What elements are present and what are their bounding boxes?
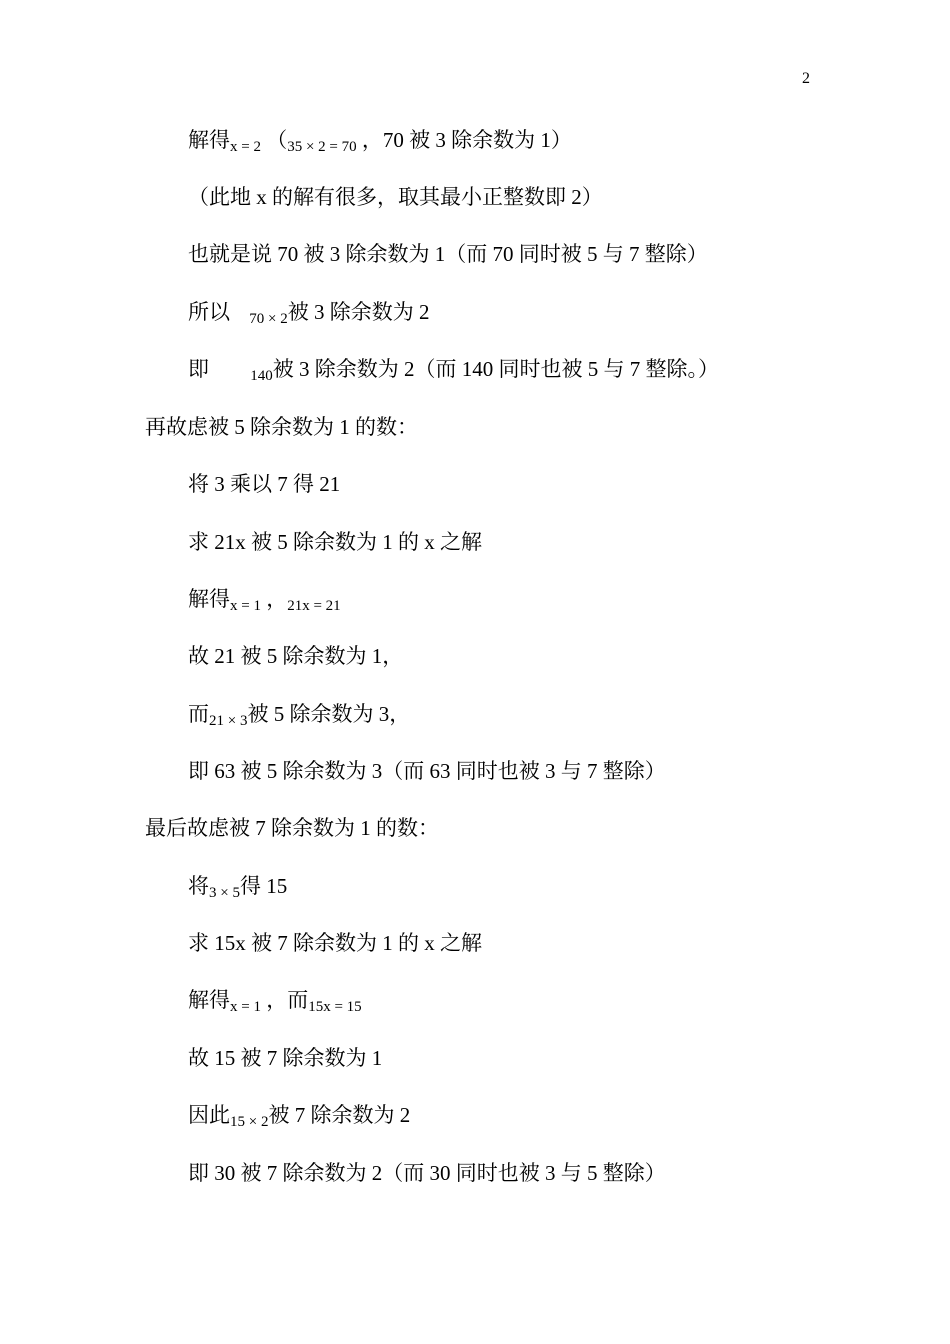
line-text: 求 15x 被 7 除余数为 1 的 x 之解 <box>188 931 482 955</box>
line-text: 被 3 除余数为 2 <box>287 300 430 324</box>
text-line <box>188 126 572 154</box>
line-text: 即 63 被 5 除余数为 3（而 63 同时也被 3 与 7 整除） <box>188 759 666 783</box>
line-text: 被 3 除余数为 2（而 140 同时也被 5 与 7 整除。） <box>272 357 719 381</box>
line-text: 也就是说 70 被 3 除余数为 1（而 70 同时被 5 与 7 整除） <box>188 242 708 266</box>
text-line <box>188 1101 410 1129</box>
text-line <box>145 814 439 842</box>
math-expression: 35 × 2 = 70 <box>287 139 357 155</box>
text-line <box>188 585 341 613</box>
line-text: （ <box>266 128 288 152</box>
math-expression: 3 × 5 <box>209 885 240 901</box>
math-expression: 21x = 21 <box>287 598 341 614</box>
line-text: 被 7 除余数为 2 <box>268 1103 411 1127</box>
text-line <box>188 298 429 326</box>
text-line <box>188 700 410 728</box>
line-text: 得 15 <box>239 874 288 898</box>
text-line <box>188 470 340 498</box>
text-line <box>188 642 403 670</box>
math-expression: 140 <box>250 368 273 384</box>
math-expression: 15x = 15 <box>308 999 362 1015</box>
text-line <box>188 872 287 900</box>
line-text: 解得 <box>188 587 230 611</box>
text-line <box>188 986 362 1014</box>
page-number: 2 <box>802 70 810 87</box>
line-text: 故 21 被 5 除余数为 1， <box>188 644 404 668</box>
line-text: 最后故虑被 7 除余数为 1 的数： <box>145 816 439 840</box>
text-line <box>188 1159 666 1187</box>
line-text: 而 <box>188 702 209 726</box>
line-text: 所以 <box>188 300 230 324</box>
math-expression: x = 2 <box>230 139 261 155</box>
line-text: ，70 被 3 除余数为 1） <box>361 128 572 152</box>
math-expression: x = 1 <box>230 598 261 614</box>
text-line <box>188 757 666 785</box>
line-text: 即 30 被 7 除余数为 2（而 30 同时也被 3 与 5 整除） <box>188 1161 666 1185</box>
line-text: ，而 <box>266 988 309 1012</box>
math-expression: 70 × 2 <box>249 311 288 327</box>
math-expression: x = 1 <box>230 999 261 1015</box>
line-text: （此地 x 的解有很多，取其最小正整数即 2） <box>188 185 603 209</box>
line-text: 解得 <box>188 128 230 152</box>
math-expression: 21 × 3 <box>209 713 248 729</box>
text-line <box>188 240 708 268</box>
text-line <box>188 183 603 211</box>
line-text: 解得 <box>188 988 230 1012</box>
line-text: 将 <box>188 874 209 898</box>
line-text: 求 21x 被 5 除余数为 1 的 x 之解 <box>188 530 482 554</box>
text-line <box>188 1044 382 1072</box>
text-line <box>145 413 418 441</box>
line-text: 被 5 除余数为 3， <box>247 702 411 726</box>
line-text: 将 3 乘以 7 得 21 <box>188 472 341 496</box>
line-text: ， <box>266 587 288 611</box>
text-line <box>188 355 719 383</box>
line-text: 再故虑被 5 除余数为 1 的数： <box>145 415 418 439</box>
text-line <box>188 528 482 556</box>
line-text: 因此 <box>188 1103 230 1127</box>
text-line <box>188 929 482 957</box>
line-text: 即 <box>188 357 209 381</box>
math-expression: 15 × 2 <box>230 1114 269 1130</box>
line-text: 故 15 被 7 除余数为 1 <box>188 1046 383 1070</box>
